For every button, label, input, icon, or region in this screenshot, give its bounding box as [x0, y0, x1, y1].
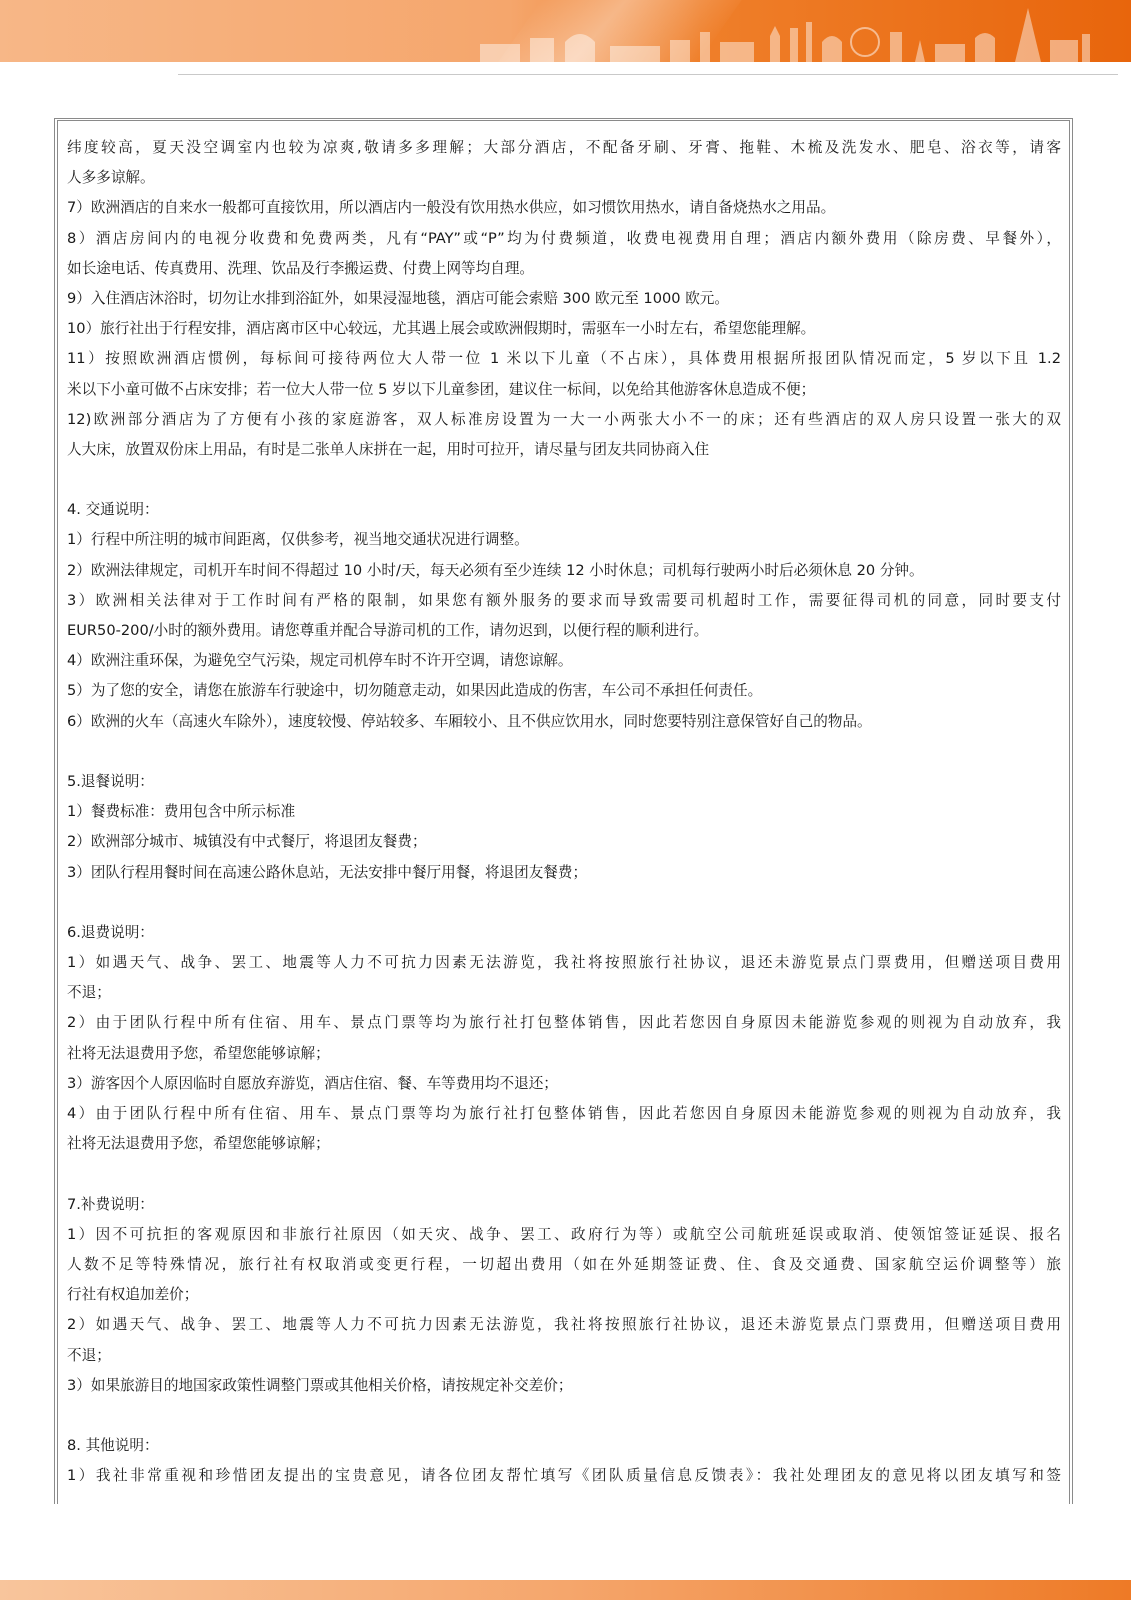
- text-line: 6.退费说明：: [67, 923, 154, 941]
- text-line: 9）入住酒店沐浴时，切勿让水排到浴缸外，如果浸湿地毯，酒店可能会索赔 300 欧元至 1000 欧元。: [67, 289, 729, 307]
- text-line: 4. 交通说明：: [67, 501, 159, 519]
- text-line: 2）由于团队行程中所有住宿、用车、景点门票等均为旅行社打包整体销售，因此若您因自身原因未能游览参观的则视为自动放弃，我: [67, 1014, 1061, 1032]
- text-line: 人数不足等特殊情况，旅行社有权取消或变更行程，一切超出费用（如在外延期签证费、住、食及交通费、国家航空运价调整等）旅: [67, 1255, 1061, 1273]
- text-line: 如长途电话、传真费用、洗理、饮品及行李搬运费、付费上网等均自理。: [67, 259, 535, 277]
- text-line: 人多多谅解。: [67, 169, 155, 187]
- blank-line: [67, 1401, 1061, 1431]
- text-line: 5.退餐说明：: [67, 772, 154, 790]
- blank-line: [67, 888, 1061, 918]
- text-line: 10）旅行社出于行程安排，酒店离市区中心较远，尤其遇上展会或欧洲假期时，需驱车一小时左右，希望您能理解。: [67, 320, 816, 338]
- text-line: 3）欧洲相关法律对于工作时间有严格的限制，如果您有额外服务的要求而导致需要司机超时工作，需要征得司机的同意，同时要支付: [67, 591, 1061, 609]
- text-line: 2）欧洲法律规定，司机开车时间不得超过 10 小时/天，每天必须有至少连续 12 小时休息；司机每行驶两小时后必须休息 20 分钟。: [67, 561, 924, 579]
- text-line: 1）餐费标准：费用包含中所示标准: [67, 803, 296, 821]
- text-line: 社将无法退费用予您，希望您能够谅解；: [67, 1135, 330, 1153]
- header-divider: [178, 74, 1118, 75]
- text-line: 7.补费说明：: [67, 1195, 154, 1213]
- blank-line: [67, 465, 1061, 495]
- text-line: 不退；: [67, 984, 111, 1002]
- text-line: 7）欧洲酒店的自来水一般都可直接饮用，所以酒店内一般没有饮用热水供应，如习惯饮用热水，请自备烧热水之用品。: [67, 199, 836, 217]
- text-line: 8. 其他说明：: [67, 1437, 159, 1455]
- header-banner: [0, 0, 1131, 62]
- text-line: 11）按照欧洲酒店惯例，每标间可接待两位大人带一位 1 米以下儿童（不占床），具体费用根据所报团队情况而定，5 岁以下且 1.2: [67, 350, 1061, 368]
- text-line: 1）行程中所注明的城市间距离，仅供参考，视当地交通状况进行调整。: [67, 531, 529, 549]
- text-line: 不退；: [67, 1346, 111, 1364]
- text-line: 12)欧洲部分酒店为了方便有小孩的家庭游客，双人标准房设置为一大一小两张大小不一的床；还有些酒店的双人房只设置一张大的双: [67, 410, 1061, 428]
- skyline-icon: [470, 2, 1110, 62]
- text-line: 3）团队行程用餐时间在高速公路休息站，无法安排中餐厅用餐，将退团友餐费；: [67, 863, 588, 881]
- text-line: 3）如果旅游目的地国家政策性调整门票或其他相关价格，请按规定补交差价；: [67, 1376, 573, 1394]
- text-line: 4）由于团队行程中所有住宿、用车、景点门票等均为旅行社打包整体销售，因此若您因自身原因未能游览参观的则视为自动放弃，我: [67, 1105, 1061, 1122]
- text-line: EUR50-200/小时的额外费用。请您尊重并配合导游司机的工作，请勿迟到，以便行程的顺利进行。: [67, 622, 709, 639]
- text-line: 人大床，放置双份床上用品，有时是二张单人床拼在一起，用时可拉开，请尽量与团友共同协商入住: [67, 440, 710, 458]
- text-line: 1）因不可抗拒的客观原因和非旅行社原因（如天灾、战争、罢工、政府行为等）或航空公司航班延误或取消、使领馆签证延误、报名: [67, 1225, 1061, 1243]
- text-line: 8）酒店房间内的电视分收费和免费两类，凡有“PAY”或“P”均为付费频道，收费电视费用自理；酒店内额外费用（除房费、早餐外），: [67, 229, 1061, 247]
- content-frame: [54, 118, 1073, 1504]
- blank-line: [67, 1159, 1061, 1189]
- text-line: 6）欧洲的火车（高速火车除外），速度较慢、停站较多、车厢较小、且不供应饮用水，同时您要特别注意保管好自己的物品。: [67, 712, 872, 730]
- text-line: 社将无法退费用予您，希望您能够谅解；: [67, 1044, 330, 1062]
- blank-line: [67, 737, 1061, 767]
- footer-strip: [0, 1580, 1131, 1600]
- text-line: 纬度较高，夏天没空调室内也较为凉爽,敬请多多理解；大部分酒店，不配备牙刷、牙膏、拖鞋、木梳及洗发水、肥皂、浴衣等，请客: [67, 139, 1061, 156]
- text-line: 1）我社非常重视和珍惜团友提出的宝贵意见，请各位团友帮忙填写《团队质量信息反馈表》：我社处理团友的意见将以团友填写和签: [67, 1467, 1061, 1485]
- text-line: 3）游客因个人原因临时自愿放弃游览，酒店住宿、餐、车等费用均不退还；: [67, 1074, 558, 1092]
- text-line: 2）欧洲部分城市、城镇没有中式餐厅，将退团友餐费；: [67, 833, 427, 851]
- text-line: 4）欧洲注重环保，为避免空气污染，规定司机停车时不许开空调，请您谅解。: [67, 652, 573, 670]
- text-line: 2）如遇天气、战争、罢工、地震等人力不可抗力因素无法游览，我社将按照旅行社协议，退还未游览景点门票费用，但赠送项目费用: [67, 1316, 1061, 1334]
- text-line: 1）如遇天气、战争、罢工、地震等人力不可抗力因素无法游览，我社将按照旅行社协议，退还未游览景点门票费用，但赠送项目费用: [67, 954, 1061, 972]
- text-line: 5）为了您的安全，请您在旅游车行驶途中，切勿随意走动，如果因此造成的伤害，车公司不承担任何责任。: [67, 682, 763, 700]
- document-body: [67, 133, 1061, 1491]
- text-line: 行社有权追加差价；: [67, 1286, 199, 1304]
- text-line: 米以下小童可做不占床安排；若一位大人带一位 5 岁以下儿童参团，建议住一标间，以免给其他游客休息造成不便；: [67, 380, 816, 398]
